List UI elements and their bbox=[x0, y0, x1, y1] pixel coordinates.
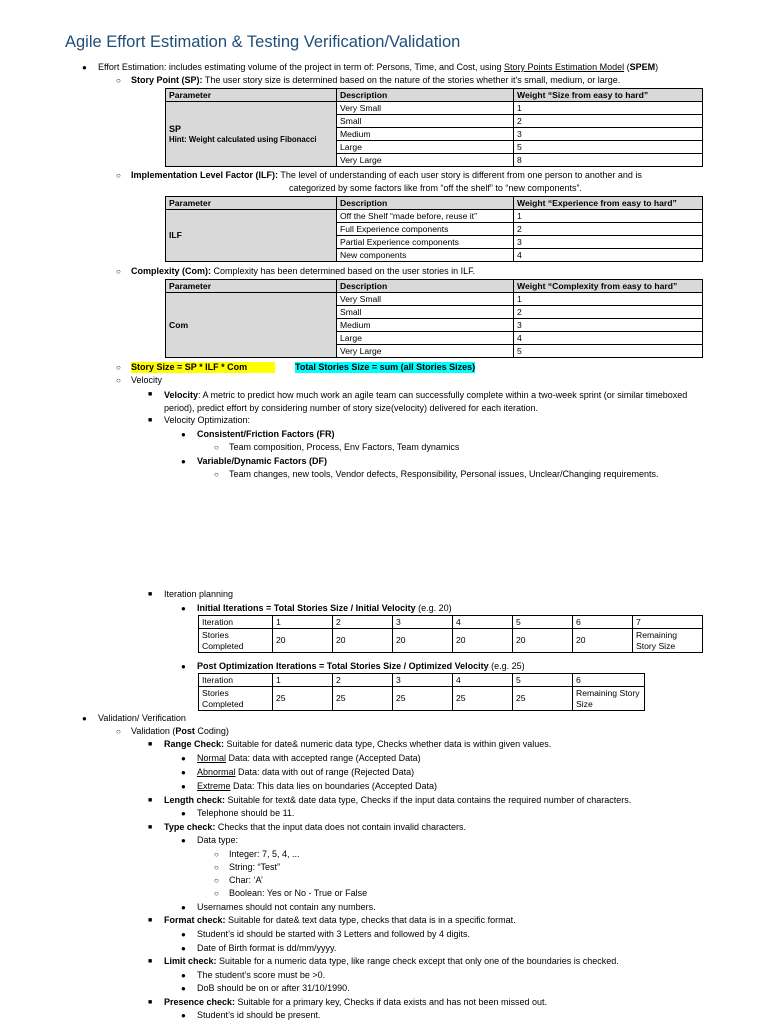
sp-line bbox=[131, 75, 620, 86]
bullet-icon: ● bbox=[181, 1011, 186, 1020]
square-bullet-icon: ■ bbox=[148, 958, 153, 965]
type-item: Boolean: Yes or No - True or False bbox=[229, 888, 368, 898]
stories-label: Stories Completed bbox=[199, 687, 273, 711]
square-bullet-icon: ■ bbox=[148, 797, 153, 804]
df-label: Variable/Dynamic Factors (DF) bbox=[197, 456, 328, 466]
limit-example: DoB should be on or after 31/10/1990. bbox=[197, 983, 350, 993]
square-bullet-icon: ■ bbox=[148, 824, 153, 831]
ilf-line bbox=[131, 170, 642, 181]
com-desc: Very Large bbox=[337, 345, 514, 358]
type-check bbox=[164, 822, 466, 833]
range-check bbox=[164, 739, 551, 750]
limit-label: Limit check: bbox=[164, 956, 217, 966]
bullet-icon: ● bbox=[181, 984, 186, 993]
total-size-formula: Total Stories Size = sum (all Stories Sizes) bbox=[295, 362, 476, 372]
table-header-row bbox=[166, 89, 703, 102]
com-text: Complexity has been determined based on the user stories in ILF. bbox=[211, 266, 476, 276]
ilf-table bbox=[165, 196, 703, 262]
circle-bullet-icon: ○ bbox=[116, 171, 121, 180]
sp-desc: Very Large bbox=[337, 154, 514, 167]
bullet-icon: ● bbox=[181, 930, 186, 939]
page-title: Agile Effort Estimation & Testing Verification/Validation bbox=[65, 33, 461, 51]
validation-heading: Validation/ Verification bbox=[98, 713, 186, 723]
iter-num: 6 bbox=[573, 616, 633, 629]
bullet-icon: ● bbox=[181, 604, 186, 613]
com-weight: 3 bbox=[514, 319, 703, 332]
bullet-icon: ● bbox=[82, 63, 87, 72]
iter-num: 7 bbox=[633, 616, 703, 629]
sp-label: Story Point (SP): bbox=[131, 75, 203, 85]
table-row bbox=[166, 293, 703, 306]
circle-bullet-icon: ○ bbox=[214, 470, 219, 479]
sp-param: SP bbox=[169, 123, 182, 134]
sp-param-cell bbox=[166, 102, 337, 167]
ilf-desc: New components bbox=[337, 249, 514, 262]
iter-label: Iteration bbox=[199, 674, 273, 687]
sp-desc: Large bbox=[337, 141, 514, 154]
square-bullet-icon: ■ bbox=[148, 741, 153, 748]
header-parameter: Parameter bbox=[166, 197, 337, 210]
extreme-label: Extreme bbox=[197, 781, 231, 791]
com-line bbox=[131, 266, 475, 277]
ilf-desc: Full Experience components bbox=[337, 223, 514, 236]
com-table bbox=[165, 279, 703, 358]
iter-num: 2 bbox=[333, 674, 393, 687]
stories-value: 20 bbox=[513, 629, 573, 653]
stories-value: 20 bbox=[333, 629, 393, 653]
square-bullet-icon: ■ bbox=[148, 591, 153, 598]
fr-items: Team composition, Process, Env Factors, Team dynamics bbox=[229, 442, 460, 452]
effort-line bbox=[98, 62, 658, 73]
ilf-text: The level of understanding of each user story is different from one person to another and is bbox=[278, 170, 642, 180]
normal-text: Data: data with accepted range (Accepted Data) bbox=[226, 753, 421, 763]
table-row bbox=[166, 102, 703, 115]
spem-abbr: SPEM bbox=[629, 62, 656, 72]
post-iter-table bbox=[198, 673, 645, 711]
bullet-icon: ● bbox=[181, 971, 186, 980]
type-item: Char: ‘A’ bbox=[229, 875, 263, 885]
stories-value: 25 bbox=[513, 687, 573, 711]
velocity-def bbox=[164, 389, 704, 415]
presence-example: Student’s id should be present. bbox=[197, 1010, 321, 1020]
sp-hint: Hint: Weight calculated using Fibonacci bbox=[169, 134, 317, 144]
com-label: Complexity (Com): bbox=[131, 266, 212, 276]
header-parameter: Parameter bbox=[166, 89, 337, 102]
bullet-icon: ● bbox=[181, 430, 186, 439]
limit-example: The student’s score must be >0. bbox=[197, 970, 326, 980]
bullet-icon: ● bbox=[181, 782, 186, 791]
circle-bullet-icon: ○ bbox=[214, 876, 219, 885]
table-row bbox=[166, 210, 703, 223]
format-text: Suitable for date& text data type, checks that data is in a specific format. bbox=[225, 915, 516, 925]
circle-bullet-icon: ○ bbox=[116, 376, 121, 385]
type-example: Usernames should not contain any numbers. bbox=[197, 902, 376, 912]
iter-num: 1 bbox=[273, 616, 333, 629]
square-bullet-icon: ■ bbox=[148, 999, 153, 1006]
validation-sub-post-bold: Post bbox=[175, 726, 195, 736]
fr-label: Consistent/Friction Factors (FR) bbox=[197, 429, 335, 439]
circle-bullet-icon: ○ bbox=[214, 889, 219, 898]
df-items: Team changes, new tools, Vendor defects, Responsibility, Personal issues, Unclear/Changing requirements. bbox=[229, 469, 659, 479]
com-desc: Large bbox=[337, 332, 514, 345]
header-description: Description bbox=[337, 197, 514, 210]
ilf-desc: Partial Experience components bbox=[337, 236, 514, 249]
type-item: String: “Test” bbox=[229, 862, 281, 872]
sp-weight: 2 bbox=[514, 115, 703, 128]
type-item: Integer: 7, 5, 4, ... bbox=[229, 849, 300, 859]
com-weight: 4 bbox=[514, 332, 703, 345]
format-example: Student’s id should be started with 3 Letters and followed by 4 digits. bbox=[197, 929, 471, 939]
stories-value: Remaining Story Size bbox=[573, 687, 645, 711]
ilf-weight: 1 bbox=[514, 210, 703, 223]
stories-value: 25 bbox=[393, 687, 453, 711]
length-label: Length check: bbox=[164, 795, 226, 805]
table-row bbox=[199, 616, 703, 629]
bullet-icon: ● bbox=[181, 754, 186, 763]
iter-num: 1 bbox=[273, 674, 333, 687]
table-header-row bbox=[166, 197, 703, 210]
sp-table bbox=[165, 88, 703, 167]
iter-num: 3 bbox=[393, 616, 453, 629]
com-param: Com bbox=[166, 293, 337, 358]
table-row bbox=[199, 674, 645, 687]
table-row bbox=[199, 687, 645, 711]
length-example: Telephone should be 11. bbox=[197, 808, 295, 818]
ilf-param: ILF bbox=[166, 210, 337, 262]
post-iter-line bbox=[197, 661, 525, 672]
ilf-weight: 3 bbox=[514, 236, 703, 249]
stories-value: 25 bbox=[273, 687, 333, 711]
square-bullet-icon: ■ bbox=[148, 391, 153, 398]
velocity-def-text: : A metric to predict how much work an agile team can successfully complete within a two-week sprint (or similar timeboxed period), predict effort by considering number of story size(velocity) delivered for each iteration. bbox=[164, 390, 688, 413]
bullet-icon: ● bbox=[181, 457, 186, 466]
ilf-desc: Off the Shelf “made before, reuse it” bbox=[337, 210, 514, 223]
range-text: Suitable for date& numeric data type, Checks whether data is within given values. bbox=[224, 739, 552, 749]
stories-value: Remaining Story Size bbox=[633, 629, 703, 653]
length-text: Suitable for text& date data type, Checks if the input data contains the required number of characters. bbox=[225, 795, 632, 805]
paren-open: ( bbox=[624, 62, 630, 72]
limit-check bbox=[164, 956, 619, 967]
header-weight: Weight “Size from easy to hard” bbox=[514, 89, 703, 102]
stories-value: 20 bbox=[453, 629, 513, 653]
format-example: Date of Birth format is dd/mm/yyyy. bbox=[197, 943, 337, 953]
stories-value: 25 bbox=[333, 687, 393, 711]
com-desc: Small bbox=[337, 306, 514, 319]
iter-num: 5 bbox=[513, 674, 573, 687]
range-label: Range Check: bbox=[164, 739, 225, 749]
circle-bullet-icon: ○ bbox=[214, 863, 219, 872]
ilf-label: Implementation Level Factor (ILF): bbox=[131, 170, 279, 180]
iteration-heading: Iteration planning bbox=[164, 589, 234, 599]
init-iter-table bbox=[198, 615, 703, 653]
iter-num: 5 bbox=[513, 616, 573, 629]
ilf-weight: 4 bbox=[514, 249, 703, 262]
validation-sub bbox=[131, 726, 229, 737]
effort-text: Effort Estimation: includes estimating volume of the project in term of: Persons, Time, and Cost, using bbox=[98, 62, 505, 72]
com-desc: Very Small bbox=[337, 293, 514, 306]
header-parameter: Parameter bbox=[166, 280, 337, 293]
sp-desc: Small bbox=[337, 115, 514, 128]
bullet-icon: ● bbox=[181, 903, 186, 912]
sp-desc: Very Small bbox=[337, 102, 514, 115]
header-weight: Weight “Complexity from easy to hard” bbox=[514, 280, 703, 293]
bullet-icon: ● bbox=[181, 662, 186, 671]
type-text: Checks that the input data does not contain invalid characters. bbox=[215, 822, 467, 832]
velocity-def-label: Velocity bbox=[164, 390, 199, 400]
circle-bullet-icon: ○ bbox=[116, 727, 121, 736]
limit-text: Suitable for a numeric data type, like range check except that only one of the boundaries is checked. bbox=[216, 956, 619, 966]
iter-num: 4 bbox=[453, 674, 513, 687]
velocity-opt: Velocity Optimization: bbox=[164, 415, 251, 425]
bullet-icon: ● bbox=[181, 836, 186, 845]
abnormal-data bbox=[197, 767, 414, 778]
type-label: Type check: bbox=[164, 822, 216, 832]
bullet-icon: ● bbox=[181, 944, 186, 953]
abnormal-label: Abnormal bbox=[197, 767, 236, 777]
spem-link: Story Points Estimation Model bbox=[504, 62, 625, 72]
presence-check bbox=[164, 997, 547, 1008]
init-iter-eg: (e.g. 20) bbox=[415, 603, 452, 613]
sp-weight: 3 bbox=[514, 128, 703, 141]
square-bullet-icon: ■ bbox=[148, 417, 153, 424]
header-weight: Weight “Experience from easy to hard” bbox=[514, 197, 703, 210]
sp-weight: 5 bbox=[514, 141, 703, 154]
stories-value: 20 bbox=[273, 629, 333, 653]
length-check bbox=[164, 795, 631, 806]
velocity-heading: Velocity bbox=[131, 375, 163, 385]
sp-weight: 1 bbox=[514, 102, 703, 115]
header-description: Description bbox=[337, 280, 514, 293]
validation-sub-pre: Validation ( bbox=[131, 726, 176, 736]
normal-data bbox=[197, 753, 421, 764]
com-weight: 5 bbox=[514, 345, 703, 358]
stories-value: 25 bbox=[453, 687, 513, 711]
extreme-text: Data: This data lies on boundaries (Accepted Data) bbox=[230, 781, 437, 791]
com-weight: 1 bbox=[514, 293, 703, 306]
stories-label: Stories Completed bbox=[199, 629, 273, 653]
circle-bullet-icon: ○ bbox=[214, 443, 219, 452]
circle-bullet-icon: ○ bbox=[116, 267, 121, 276]
com-weight: 2 bbox=[514, 306, 703, 319]
paren-close: ) bbox=[655, 62, 659, 72]
presence-label: Presence check: bbox=[164, 997, 236, 1007]
validation-sub-suffix: Coding) bbox=[194, 726, 229, 736]
sp-text: The user story size is determined based on the nature of the stories whether it's small, medium, or large. bbox=[202, 75, 621, 85]
stories-value: 20 bbox=[573, 629, 633, 653]
sp-desc: Medium bbox=[337, 128, 514, 141]
iter-num: 3 bbox=[393, 674, 453, 687]
stories-value: 20 bbox=[393, 629, 453, 653]
presence-text: Suitable for a primary key, Checks if data exists and has not been missed out. bbox=[235, 997, 548, 1007]
story-size-formula: Story Size = SP * ILF * Com bbox=[131, 362, 275, 373]
iter-num: 2 bbox=[333, 616, 393, 629]
format-check bbox=[164, 915, 516, 926]
post-iter-eg: (e.g. 25) bbox=[488, 661, 525, 671]
extreme-data bbox=[197, 781, 437, 792]
init-iter-line bbox=[197, 603, 452, 614]
init-iter-label: Initial Iterations = Total Stories Size / Initial Velocity bbox=[197, 603, 416, 613]
iter-num: 6 bbox=[573, 674, 645, 687]
square-bullet-icon: ■ bbox=[148, 917, 153, 924]
circle-bullet-icon: ○ bbox=[214, 850, 219, 859]
normal-label: Normal bbox=[197, 753, 227, 763]
iter-label: Iteration bbox=[199, 616, 273, 629]
bullet-icon: ● bbox=[82, 714, 87, 723]
abnormal-text: Data: data with out of range (Rejected Data) bbox=[235, 767, 415, 777]
iter-num: 4 bbox=[453, 616, 513, 629]
post-iter-label: Post Optimization Iterations = Total Stories Size / Optimized Velocity bbox=[197, 661, 489, 671]
ilf-text-cont: categorized by some factors like from “off the shelf” to “new components”. bbox=[289, 183, 582, 193]
table-header-row bbox=[166, 280, 703, 293]
data-type-label: Data type: bbox=[197, 835, 239, 845]
sp-weight: 8 bbox=[514, 154, 703, 167]
bullet-icon: ● bbox=[181, 809, 186, 818]
header-description: Description bbox=[337, 89, 514, 102]
table-row bbox=[199, 629, 703, 653]
com-desc: Medium bbox=[337, 319, 514, 332]
ilf-weight: 2 bbox=[514, 223, 703, 236]
circle-bullet-icon: ○ bbox=[116, 363, 121, 372]
circle-bullet-icon: ○ bbox=[116, 76, 121, 85]
format-label: Format check: bbox=[164, 915, 226, 925]
bullet-icon: ● bbox=[181, 768, 186, 777]
